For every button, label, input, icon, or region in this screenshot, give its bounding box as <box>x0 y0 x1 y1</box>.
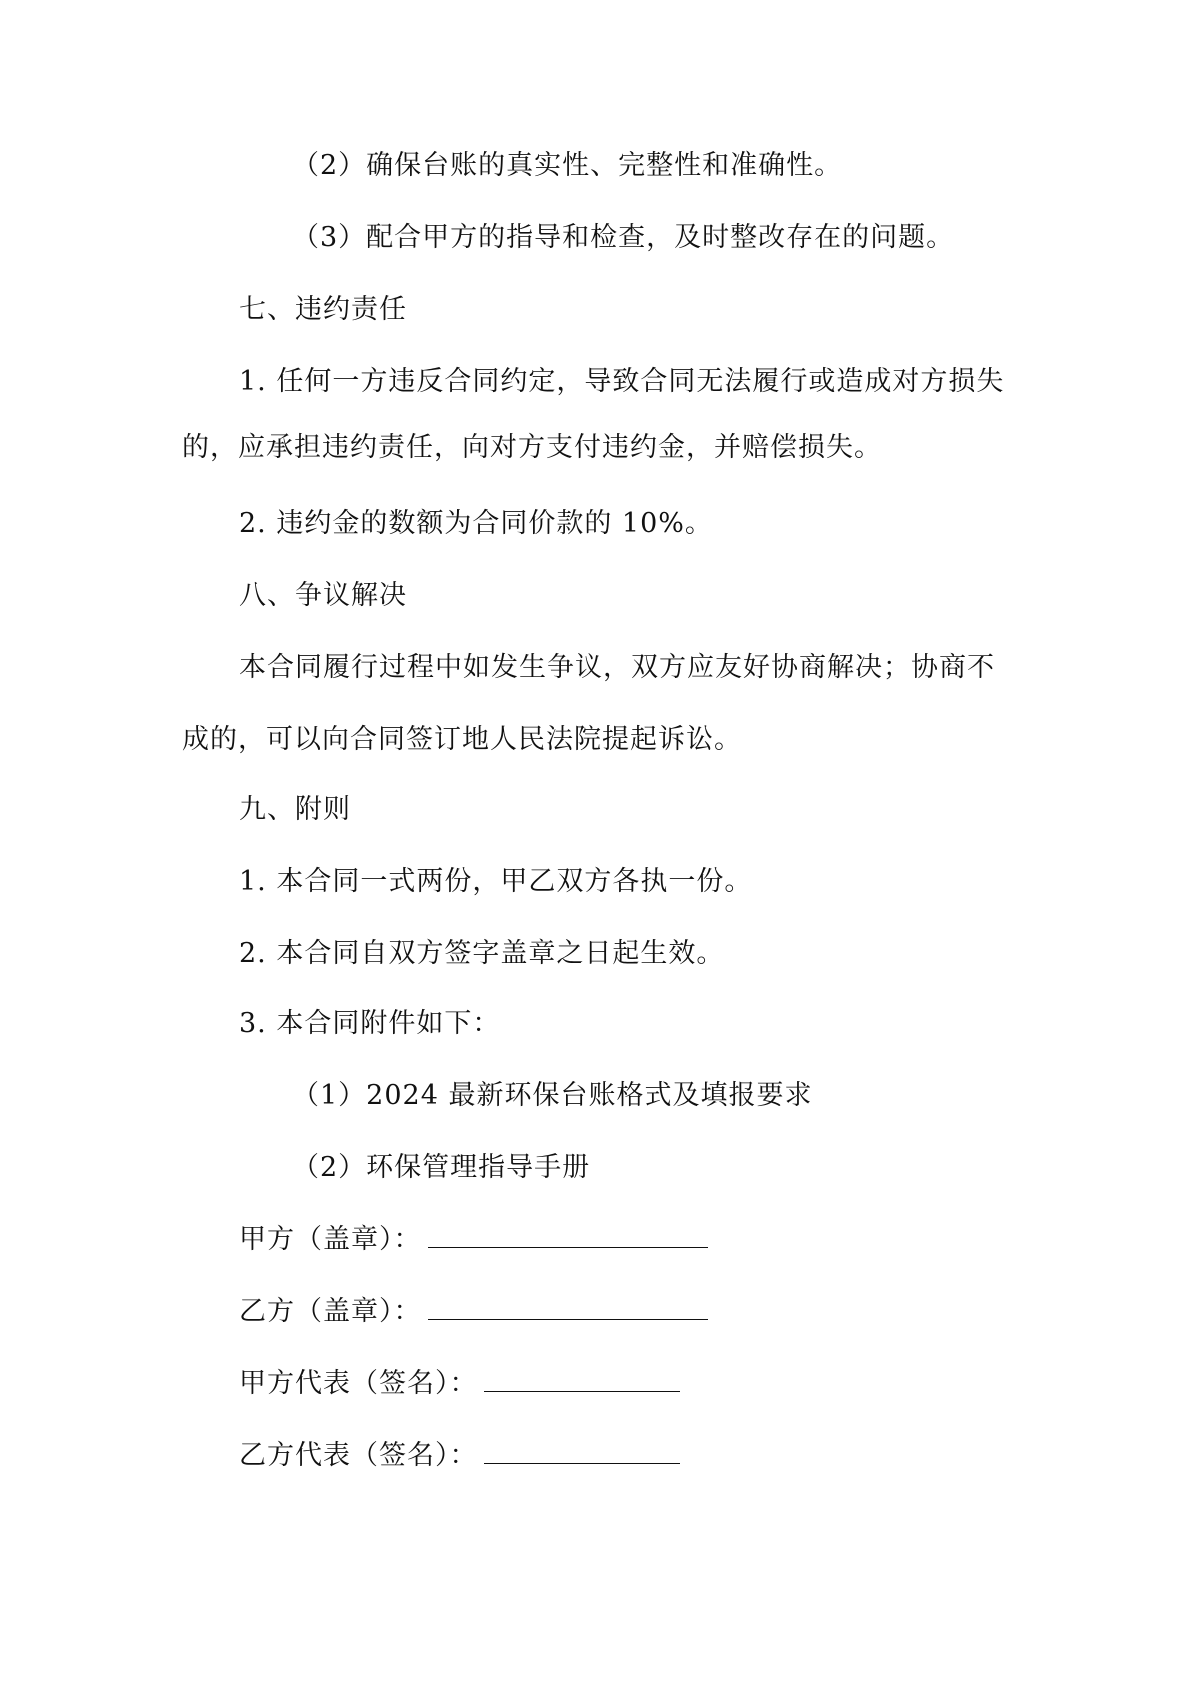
signature-blank[interactable] <box>484 1369 680 1392</box>
clause-7-1: 1. 任何一方违反合同约定，导致合同无法履行或造成对方损失 <box>239 366 1005 397</box>
clause-6-2: （2）确保台账的真实性、完整性和准确性。 <box>292 150 843 181</box>
signature-party-a-seal <box>239 1222 708 1258</box>
signature-label: 乙方代表（签名）： <box>239 1440 478 1471</box>
signature-party-b-rep <box>239 1438 680 1474</box>
signature-blank[interactable] <box>428 1297 708 1320</box>
clause-7-2: 2. 违约金的数额为合同价款的 10%。 <box>239 508 713 539</box>
clause-8-1: 本合同履行过程中如发生争议，双方应友好协商解决；协商不 <box>239 652 995 683</box>
signature-party-a-rep <box>239 1366 680 1402</box>
clause-9-3: 3. 本合同附件如下： <box>239 1008 501 1039</box>
signature-blank[interactable] <box>484 1441 680 1464</box>
signature-blank[interactable] <box>428 1225 708 1248</box>
clause-9-1: 1. 本合同一式两份，甲乙双方各执一份。 <box>239 866 753 897</box>
section-heading-7: 七、违约责任 <box>239 294 407 325</box>
clause-9-2: 2. 本合同自双方签字盖章之日起生效。 <box>239 938 725 969</box>
attachment-1: （1）2024 最新环保台账格式及填报要求 <box>292 1080 813 1111</box>
section-heading-8: 八、争议解决 <box>239 580 407 611</box>
signature-label: 甲方（盖章）： <box>239 1224 422 1255</box>
clause-8-1-continued: 成的，可以向合同签订地人民法院提起诉讼。 <box>182 724 742 755</box>
section-heading-9: 九、附则 <box>239 794 351 825</box>
clause-6-3: （3）配合甲方的指导和检查，及时整改存在的问题。 <box>292 222 955 253</box>
signature-label: 乙方（盖章）： <box>239 1296 422 1327</box>
attachment-2: （2）环保管理指导手册 <box>292 1152 591 1183</box>
clause-7-1-continued: 的，应承担违约责任，向对方支付违约金，并赔偿损失。 <box>182 432 882 463</box>
signature-party-b-seal <box>239 1294 708 1330</box>
signature-label: 甲方代表（签名）： <box>239 1368 478 1399</box>
